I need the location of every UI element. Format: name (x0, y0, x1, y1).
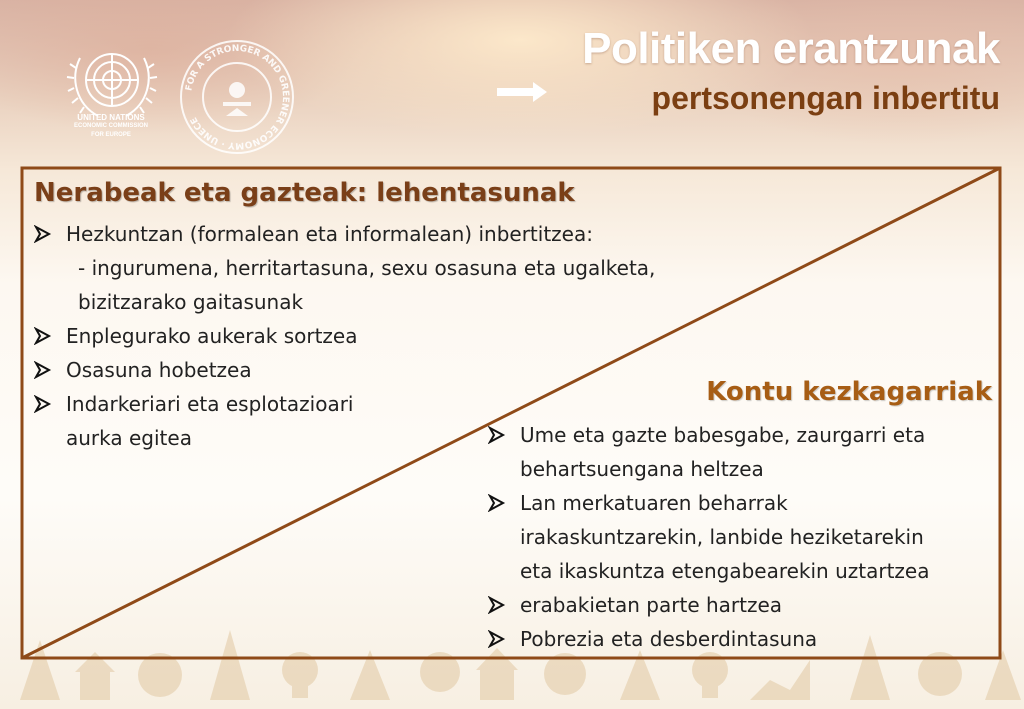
right-arrow-icon (493, 76, 553, 108)
bullet-arrow-icon (488, 418, 520, 486)
bullet-arrow-icon (34, 319, 66, 353)
unece-emblem-icon (178, 38, 296, 156)
list-item (34, 353, 774, 387)
list-item (488, 588, 1008, 622)
list-item-text: Enplegurako aukerak sortzea (66, 324, 358, 348)
un-logo-line: ECONOMIC COMMISSION (73, 123, 148, 129)
sub-list-item: - ingurumena, herritartasuna, sexu osasuna eta ugalketa, (78, 256, 656, 280)
priorities-heading: Nerabeak eta gazteak: lehentasunak (34, 178, 575, 208)
sub-list (66, 251, 655, 319)
bullet-arrow-icon (34, 387, 66, 455)
bullet-arrow-icon (488, 622, 520, 656)
list-item-text: aurka egitea (66, 426, 192, 450)
list-item (34, 217, 774, 319)
list-item-text: behartsuengana heltzea (520, 457, 764, 481)
un-logo-line: UNITED NATIONS (77, 113, 145, 122)
list-item-text: Lan merkatuaren beharrak (520, 491, 788, 515)
list-item-text: Indarkeriari eta esplotazioari (66, 392, 354, 416)
concerns-heading: Kontu kezkagarriak (706, 377, 992, 407)
concerns-list (488, 418, 1008, 656)
page-subtitle: pertsonengan inbertitu (651, 80, 1000, 116)
svg-text:FOR A STRONGER AND GREENER ECO: FOR A STRONGER AND GREENER ECONOMY · UNECE (184, 43, 291, 151)
list-item-text: irakaskuntzarekin, lanbide heziketarekin (520, 525, 924, 549)
un-logo-line: FOR EUROPE (91, 132, 131, 138)
list-item (488, 418, 1008, 486)
list-item-text: Hezkuntzan (formalean eta informalean) inbertitzea: (66, 222, 593, 246)
sub-list-item: bizitzarako gaitasunak (78, 290, 304, 314)
list-item (488, 486, 1008, 588)
bullet-arrow-icon (34, 217, 66, 319)
list-item-text: eta ikaskuntza etengabearekin uztartzea (520, 559, 930, 583)
list-item (34, 319, 774, 353)
bullet-arrow-icon (488, 486, 520, 588)
list-item-text: Pobrezia eta desberdintasuna (520, 627, 818, 651)
page-title: Politiken erantzunak (582, 24, 1000, 73)
bullet-arrow-icon (488, 588, 520, 622)
list-item-text: erabakietan parte hartzea (520, 593, 783, 617)
list-item-text: Osasuna hobetzea (66, 358, 252, 382)
list-item (488, 622, 1008, 656)
list-item-text: Ume eta gazte babesgabe, zaurgarri eta (520, 423, 926, 447)
un-logo-caption (48, 113, 174, 140)
bullet-arrow-icon (34, 353, 66, 387)
